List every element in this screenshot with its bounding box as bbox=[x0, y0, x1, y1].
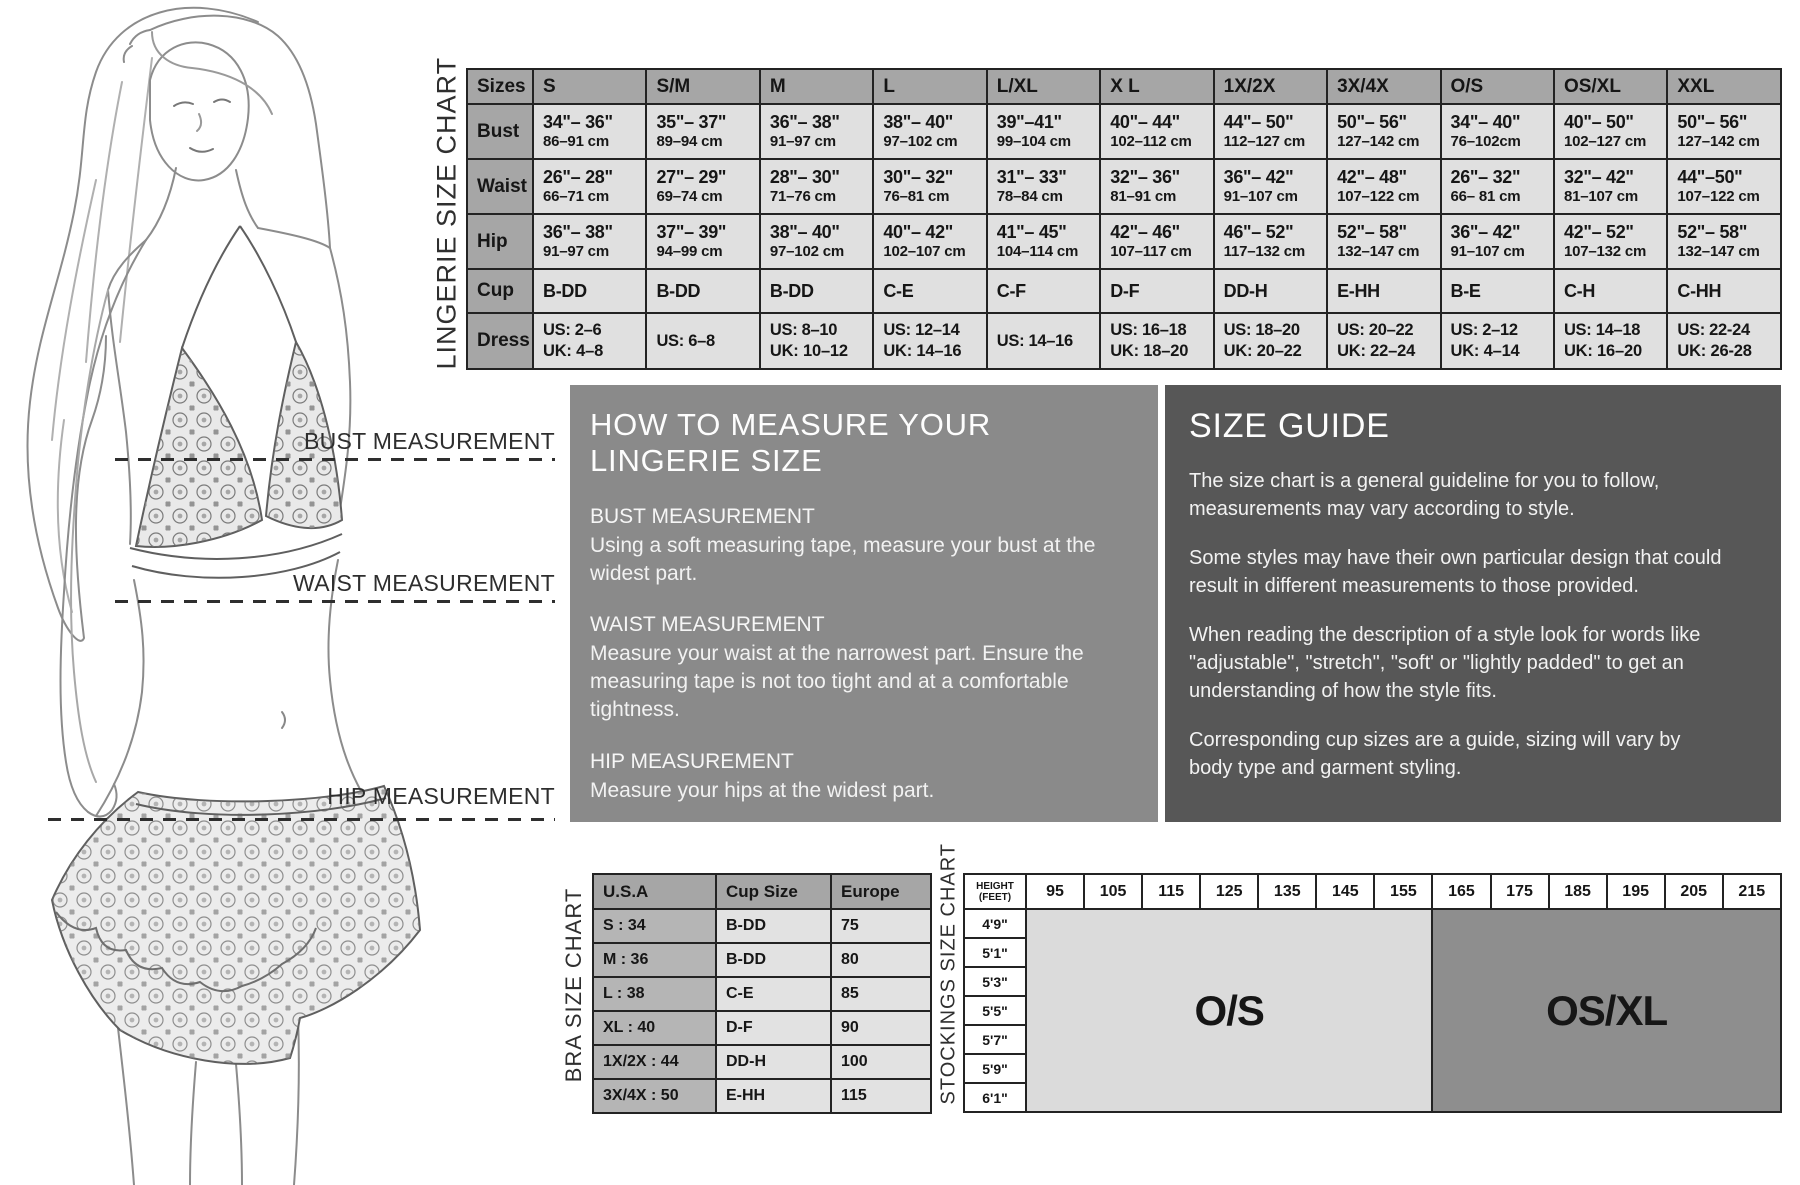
hip-value-line1: 52"– 58" bbox=[1337, 221, 1407, 242]
cup-value: C-E bbox=[883, 280, 914, 301]
dress-value-line1: US: 22-24 bbox=[1677, 321, 1750, 340]
bra-cup-cell: DD-H bbox=[716, 1045, 831, 1079]
bust-value-line1: 38"– 40" bbox=[883, 111, 954, 132]
hip-cell bbox=[1667, 214, 1780, 269]
dress-value-line2: UK: 16–20 bbox=[1563, 342, 1642, 360]
waist-value-line2: 81–91 cm bbox=[1110, 188, 1177, 206]
bust-cell bbox=[533, 104, 646, 159]
lace-shorts bbox=[52, 786, 420, 1064]
stockings-column-header: 115 bbox=[1142, 874, 1200, 909]
bust-value-line2: 102–112 cm bbox=[1110, 133, 1192, 151]
hip-value-line2: 94–99 cm bbox=[656, 243, 723, 261]
stockings-column-header: 215 bbox=[1723, 874, 1781, 909]
size-guide-panel bbox=[1165, 385, 1781, 822]
waist-cell bbox=[1214, 159, 1327, 214]
bust-cell bbox=[1441, 104, 1554, 159]
bra-europe-cell: 115 bbox=[831, 1079, 931, 1113]
waist-value-line2: 81–107 cm bbox=[1563, 188, 1639, 206]
bust-cell bbox=[1554, 104, 1667, 159]
waist-value-line1: 30"– 32" bbox=[883, 166, 954, 187]
waist-value-line2: 71–76 cm bbox=[769, 188, 836, 206]
lingerie-chart-side-label: LINGERIE SIZE CHART bbox=[431, 56, 462, 370]
waist-measurement-dashed-line bbox=[115, 600, 555, 603]
hip-cell bbox=[1100, 214, 1213, 269]
how-to-section bbox=[590, 505, 1138, 587]
hip-value-line1: 42"– 46" bbox=[1110, 221, 1180, 242]
waist-value-line2: 107–122 cm bbox=[1677, 188, 1760, 206]
size-column-header: XXL bbox=[1667, 69, 1780, 104]
waist-cell bbox=[1554, 159, 1667, 214]
size-guide-paragraphs bbox=[1189, 468, 1757, 782]
size-column-header: 1X/2X bbox=[1214, 69, 1327, 104]
waist-cell bbox=[760, 159, 873, 214]
bra-table-header-row bbox=[593, 874, 931, 909]
height-row-label: 5'3" bbox=[964, 967, 1026, 996]
cup-value: C-HH bbox=[1677, 280, 1722, 301]
dress-value-line2: UK: 20–22 bbox=[1223, 342, 1302, 360]
height-feet-corner-header bbox=[964, 874, 1026, 909]
bust-cell bbox=[1100, 104, 1213, 159]
stockings-column-header: 205 bbox=[1665, 874, 1723, 909]
hip-value-line1: 40"– 42" bbox=[883, 221, 954, 242]
cup-value: C-F bbox=[996, 280, 1026, 301]
dress-value-line1: US: 18–20 bbox=[1223, 321, 1300, 340]
waist-cell bbox=[1327, 159, 1440, 214]
waist-value-line1: 28"– 30" bbox=[769, 166, 840, 187]
height-corner-line1: HEIGHT bbox=[976, 880, 1014, 892]
size-column-header: O/S bbox=[1441, 69, 1554, 104]
hip-value-line1: 42"– 52" bbox=[1563, 221, 1634, 242]
hip-value-line2: 104–114 cm bbox=[996, 243, 1079, 261]
cup-cell bbox=[1214, 269, 1327, 313]
dress-cell bbox=[987, 313, 1100, 369]
dress-cell bbox=[1554, 313, 1667, 369]
waist-value-line2: 66– 81 cm bbox=[1450, 188, 1521, 206]
how-to-section-body: Measure your hips at the widest part. bbox=[590, 778, 935, 802]
height-corner-line2: (FEET) bbox=[978, 891, 1012, 903]
stockings-column-header: 125 bbox=[1200, 874, 1258, 909]
row-label-waist: Waist bbox=[467, 159, 533, 214]
bust-value-line1: 40"– 50" bbox=[1563, 111, 1634, 132]
bust-value-line1: 36"– 38" bbox=[769, 111, 840, 132]
cup-cell bbox=[873, 269, 986, 313]
bra-usa-cell: M : 36 bbox=[593, 943, 716, 977]
bra-cup-cell: B-DD bbox=[716, 909, 831, 943]
waist-value-line2: 76–81 cm bbox=[883, 188, 950, 206]
row-label-dress: Dress bbox=[467, 313, 533, 369]
bra-usa-cell: S : 34 bbox=[593, 909, 716, 943]
hip-cell bbox=[1554, 214, 1667, 269]
cup-cell bbox=[760, 269, 873, 313]
hip-cell bbox=[1441, 214, 1554, 269]
stockings-size-table bbox=[963, 873, 1782, 1113]
dress-value-line2: UK: 4–14 bbox=[1450, 342, 1520, 360]
bust-value-line1: 40"– 44" bbox=[1110, 111, 1180, 132]
dress-value-line2: UK: 10–12 bbox=[769, 342, 848, 360]
dress-value-line2: UK: 14–16 bbox=[883, 342, 962, 360]
how-to-section-body: Measure your waist at the narrowest part. Ensure the measuring tape is not too tight and at a comfortable tightness. bbox=[590, 642, 1084, 721]
height-row-label: 4'9" bbox=[964, 909, 1026, 938]
how-to-section-body: Using a soft measuring tape, measure your bust at the widest part. bbox=[590, 534, 1096, 585]
bra-size-table bbox=[592, 873, 932, 1114]
bust-value-line1: 50"– 56" bbox=[1337, 111, 1407, 132]
dress-value-line2: UK: 18–20 bbox=[1110, 342, 1189, 360]
waist-value-line1: 32"– 36" bbox=[1110, 166, 1180, 187]
stockings-header-row bbox=[964, 874, 1781, 909]
height-row-label: 5'5" bbox=[964, 996, 1026, 1025]
size-column-header: L/XL bbox=[987, 69, 1100, 104]
hip-cell bbox=[873, 214, 986, 269]
hip-value-line2: 97–102 cm bbox=[769, 243, 844, 261]
dress-value-line1: US: 16–18 bbox=[1110, 321, 1187, 340]
cup-cell bbox=[987, 269, 1100, 313]
height-row-label: 6'1" bbox=[964, 1083, 1026, 1112]
bust-cell bbox=[760, 104, 873, 159]
dress-cell bbox=[1667, 313, 1780, 369]
bra-size-chart-table bbox=[592, 873, 932, 1114]
hip-cell bbox=[1327, 214, 1440, 269]
lingerie-size-chart-table bbox=[466, 68, 1782, 370]
dress-value-line1: US: 14–18 bbox=[1563, 321, 1641, 340]
hip-value-line2: 107–132 cm bbox=[1563, 243, 1647, 261]
waist-value-line1: 26"– 28" bbox=[543, 166, 613, 187]
dress-value-line1: US: 6–8 bbox=[656, 331, 715, 350]
size-guide-paragraph: Corresponding cup sizes are a guide, sizing will vary by body type and garment styling. bbox=[1189, 729, 1681, 779]
bust-value-line2: 112–127 cm bbox=[1223, 133, 1306, 151]
bust-value-line1: 44"– 50" bbox=[1223, 111, 1294, 132]
bra-europe-cell: 75 bbox=[831, 909, 931, 943]
dress-cell bbox=[1327, 313, 1440, 369]
bust-cell bbox=[1667, 104, 1780, 159]
size-table-header-row bbox=[467, 69, 1781, 104]
size-column-header: L bbox=[873, 69, 986, 104]
hip-value-line1: 36"– 42" bbox=[1450, 221, 1521, 242]
how-to-section bbox=[590, 613, 1138, 723]
waist-value-line2: 91–107 cm bbox=[1223, 188, 1298, 206]
height-row-label: 5'7" bbox=[964, 1025, 1026, 1054]
bra-chart-side-label: BRA SIZE CHART bbox=[561, 887, 586, 1083]
waist-cell bbox=[1441, 159, 1554, 214]
size-guide-paragraph: The size chart is a general guideline for you to follow, measurements may vary according to style. bbox=[1189, 470, 1660, 520]
bra-europe-cell: 100 bbox=[831, 1045, 931, 1079]
dress-row bbox=[467, 313, 1781, 369]
bra-usa-cell: L : 38 bbox=[593, 977, 716, 1011]
dress-value-line1: US: 2–12 bbox=[1450, 321, 1518, 340]
row-label-hip: Hip bbox=[467, 214, 533, 269]
bust-value-line1: 35"– 37" bbox=[656, 111, 727, 132]
bust-value-line1: 39"–41" bbox=[996, 111, 1062, 132]
dress-value-line1: US: 20–22 bbox=[1337, 321, 1414, 340]
cup-row bbox=[467, 269, 1781, 313]
bra-table-row bbox=[593, 1011, 931, 1045]
cup-value: C-H bbox=[1563, 280, 1596, 301]
waist-value-line2: 69–74 cm bbox=[656, 188, 723, 206]
bra-europe-cell: 85 bbox=[831, 977, 931, 1011]
bra-cup-cell: D-F bbox=[716, 1011, 831, 1045]
zone-os-cell: O/S bbox=[1026, 909, 1432, 1112]
cup-value: E-HH bbox=[1337, 280, 1380, 301]
dress-cell bbox=[760, 313, 873, 369]
dress-value-line2: UK: 22–24 bbox=[1337, 342, 1416, 360]
bra-usa-cell: XL : 40 bbox=[593, 1011, 716, 1045]
bust-cell bbox=[873, 104, 986, 159]
hip-value-line2: 132–147 cm bbox=[1337, 243, 1420, 261]
lace-bra bbox=[130, 226, 342, 578]
how-to-section-heading: BUST MEASUREMENT bbox=[590, 505, 815, 528]
bra-cup-cell: E-HH bbox=[716, 1079, 831, 1113]
waist-value-line2: 66–71 cm bbox=[543, 188, 609, 206]
bust-value-line2: 127–142 cm bbox=[1677, 133, 1760, 151]
bra-column-header: Europe bbox=[831, 874, 931, 909]
dress-cell bbox=[1100, 313, 1213, 369]
bust-row bbox=[467, 104, 1781, 159]
size-guide-paragraph: Some styles may have their own particular design that could result in different measurements to those provided. bbox=[1189, 547, 1722, 597]
bra-europe-cell: 80 bbox=[831, 943, 931, 977]
dress-value-line2: UK: 4–8 bbox=[543, 342, 604, 360]
hip-cell bbox=[760, 214, 873, 269]
hip-row bbox=[467, 214, 1781, 269]
waist-value-line1: 26"– 32" bbox=[1450, 166, 1521, 187]
stockings-row bbox=[964, 909, 1781, 938]
hip-cell bbox=[1214, 214, 1327, 269]
cup-value: B-DD bbox=[656, 280, 701, 301]
bra-cup-cell: B-DD bbox=[716, 943, 831, 977]
hip-cell bbox=[987, 214, 1100, 269]
waist-cell bbox=[1100, 159, 1213, 214]
hip-value-line1: 41"– 45" bbox=[996, 221, 1067, 242]
how-to-measure-title: HOW TO MEASURE YOUR LINGERIE SIZE bbox=[590, 407, 992, 478]
bra-column-header: U.S.A bbox=[593, 874, 716, 909]
hip-value-line2: 117–132 cm bbox=[1223, 243, 1306, 261]
cup-cell bbox=[1441, 269, 1554, 313]
bra-usa-cell: 1X/2X : 44 bbox=[593, 1045, 716, 1079]
waist-value-line1: 42"– 48" bbox=[1337, 166, 1407, 187]
waist-measurement-label: WAIST MEASUREMENT bbox=[293, 570, 555, 596]
bust-measurement-label: BUST MEASUREMENT bbox=[303, 428, 555, 454]
bust-value-line2: 97–102 cm bbox=[883, 133, 958, 151]
dress-value-line2: UK: 26-28 bbox=[1677, 342, 1752, 360]
bust-cell bbox=[1327, 104, 1440, 159]
bust-value-line2: 76–102cm bbox=[1450, 133, 1521, 151]
stockings-chart-side-label: STOCKINGS SIZE CHART bbox=[937, 842, 960, 1105]
dress-value-line1: US: 14–16 bbox=[996, 331, 1073, 350]
bust-value-line2: 127–142 cm bbox=[1337, 133, 1420, 151]
height-row-label: 5'9" bbox=[964, 1054, 1026, 1083]
size-guide-paragraph: When reading the description of a style look for words like "adjustable", "stretch", "soft' or "lightly padded" to get an understanding of how the style fits. bbox=[1189, 624, 1701, 702]
waist-value-line1: 31"– 33" bbox=[996, 166, 1067, 187]
bust-cell bbox=[646, 104, 759, 159]
stockings-column-header: 135 bbox=[1258, 874, 1316, 909]
bust-value-line2: 91–97 cm bbox=[769, 133, 836, 151]
cup-value: B-DD bbox=[769, 280, 814, 301]
stockings-column-header: 145 bbox=[1316, 874, 1374, 909]
waist-cell bbox=[987, 159, 1100, 214]
bra-table-row bbox=[593, 1045, 931, 1079]
dress-value-line1: US: 2–6 bbox=[543, 321, 602, 340]
size-column-header: X L bbox=[1100, 69, 1213, 104]
hip-value-line2: 107–117 cm bbox=[1110, 243, 1192, 261]
cup-value: DD-H bbox=[1223, 280, 1268, 301]
row-label-bust: Bust bbox=[467, 104, 533, 159]
waist-value-line1: 36"– 42" bbox=[1223, 166, 1294, 187]
stockings-column-header: 105 bbox=[1084, 874, 1142, 909]
stockings-column-header: 175 bbox=[1491, 874, 1549, 909]
bust-value-line2: 102–127 cm bbox=[1563, 133, 1647, 151]
cup-value: B-DD bbox=[543, 280, 587, 301]
cup-cell bbox=[646, 269, 759, 313]
waist-cell bbox=[873, 159, 986, 214]
stockings-column-header: 155 bbox=[1374, 874, 1432, 909]
bra-table-row bbox=[593, 943, 931, 977]
waist-value-line2: 107–122 cm bbox=[1337, 188, 1420, 206]
zone-osxl-cell: OS/XL bbox=[1432, 909, 1780, 1112]
dress-cell bbox=[646, 313, 759, 369]
how-to-section-heading: WAIST MEASUREMENT bbox=[590, 613, 825, 637]
hip-measurement-dashed-line bbox=[48, 818, 555, 821]
stockings-column-header: 165 bbox=[1432, 874, 1490, 909]
hip-measurement-label: HIP MEASUREMENT bbox=[327, 783, 555, 809]
cup-cell bbox=[1100, 269, 1213, 313]
row-label-cup: Cup bbox=[467, 269, 533, 313]
cup-value: B-E bbox=[1450, 280, 1481, 301]
dress-cell bbox=[533, 313, 646, 369]
waist-value-line1: 44"–50" bbox=[1677, 166, 1743, 187]
bust-cell bbox=[987, 104, 1100, 159]
waist-value-line1: 27"– 29" bbox=[656, 166, 727, 187]
bust-value-line1: 50"– 56" bbox=[1677, 111, 1748, 132]
dress-value-line1: US: 8–10 bbox=[769, 321, 838, 340]
size-column-header: S/M bbox=[646, 69, 759, 104]
waist-value-line1: 32"– 42" bbox=[1563, 166, 1634, 187]
bra-europe-cell: 90 bbox=[831, 1011, 931, 1045]
height-row-label: 5'1" bbox=[964, 938, 1026, 967]
stockings-column-header: 95 bbox=[1026, 874, 1084, 909]
hip-value-line2: 102–107 cm bbox=[883, 243, 966, 261]
waist-cell bbox=[533, 159, 646, 214]
size-guide-title: SIZE GUIDE bbox=[1189, 407, 1390, 445]
dress-cell bbox=[1441, 313, 1554, 369]
cup-cell bbox=[533, 269, 646, 313]
bra-usa-cell: 3X/4X : 50 bbox=[593, 1079, 716, 1113]
waist-cell bbox=[1667, 159, 1780, 214]
stockings-column-header: 185 bbox=[1549, 874, 1607, 909]
hip-value-line2: 91–97 cm bbox=[543, 243, 609, 261]
bust-value-line1: 34"– 40" bbox=[1450, 111, 1521, 132]
hip-cell bbox=[646, 214, 759, 269]
lingerie-size-table bbox=[466, 68, 1782, 370]
bra-cup-cell: C-E bbox=[716, 977, 831, 1011]
waist-row bbox=[467, 159, 1781, 214]
hip-value-line1: 36"– 38" bbox=[543, 221, 613, 242]
hip-cell bbox=[533, 214, 646, 269]
bust-value-line2: 86–91 cm bbox=[543, 133, 609, 151]
waist-value-line2: 78–84 cm bbox=[996, 188, 1063, 206]
cup-value: D-F bbox=[1110, 280, 1140, 301]
hip-value-line1: 46"– 52" bbox=[1223, 221, 1294, 242]
hip-value-line2: 132–147 cm bbox=[1677, 243, 1760, 261]
size-column-header: OS/XL bbox=[1554, 69, 1667, 104]
bust-measurement-dashed-line bbox=[115, 458, 555, 461]
how-to-section-heading: HIP MEASUREMENT bbox=[590, 749, 794, 773]
bust-value-line2: 99–104 cm bbox=[996, 133, 1071, 151]
how-to-measure-panel bbox=[570, 385, 1158, 822]
hip-value-line1: 52"– 58" bbox=[1677, 221, 1748, 242]
bra-table-row bbox=[593, 909, 931, 943]
bra-table-row bbox=[593, 977, 931, 1011]
hip-value-line2: 91–107 cm bbox=[1450, 243, 1525, 261]
hip-value-line1: 38"– 40" bbox=[769, 221, 840, 242]
cup-cell bbox=[1667, 269, 1780, 313]
bust-value-line1: 34"– 36" bbox=[543, 111, 613, 132]
dress-value-line1: US: 12–14 bbox=[883, 321, 960, 340]
cup-cell bbox=[1554, 269, 1667, 313]
bust-value-line2: 89–94 cm bbox=[656, 133, 723, 151]
waist-cell bbox=[646, 159, 759, 214]
stockings-column-header: 195 bbox=[1607, 874, 1665, 909]
bra-table-row bbox=[593, 1079, 931, 1113]
dress-cell bbox=[873, 313, 986, 369]
size-column-header: 3X/4X bbox=[1327, 69, 1440, 104]
cup-cell bbox=[1327, 269, 1440, 313]
size-column-header: M bbox=[760, 69, 873, 104]
stockings-size-chart-table bbox=[963, 873, 1782, 1113]
size-column-header: S bbox=[533, 69, 646, 104]
dress-cell bbox=[1214, 313, 1327, 369]
hip-value-line1: 37"– 39" bbox=[656, 221, 727, 242]
how-to-measure-sections bbox=[590, 505, 1138, 804]
how-to-section bbox=[590, 750, 1138, 805]
sizes-corner-header: Sizes bbox=[467, 69, 533, 104]
bust-cell bbox=[1214, 104, 1327, 159]
bra-column-header: Cup Size bbox=[716, 874, 831, 909]
